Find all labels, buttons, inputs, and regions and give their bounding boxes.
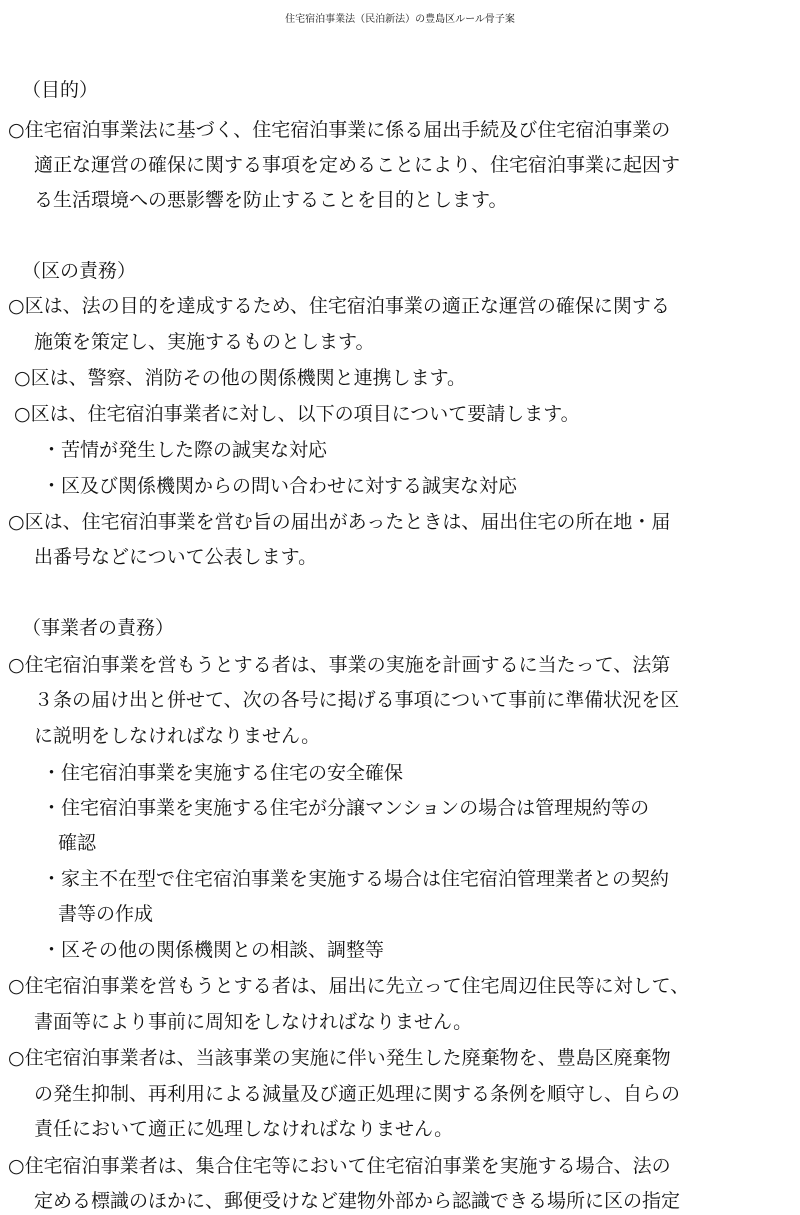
bullet-item-continuation: 書等の作成: [58, 903, 154, 925]
paragraph-line: 書面等により事前に周知をしなければなりません。: [34, 1011, 473, 1033]
paragraph-line: ○住宅宿泊事業を営もうとする者は、事業の実施を計画するに当たって、法第: [8, 654, 671, 676]
paragraph-line: 責任において適正に処理しなければなりません。: [34, 1118, 454, 1140]
paragraph-line: ○住宅宿泊事業者は、当該事業の実施に伴い発生した廃棄物を、豊島区廃棄物: [8, 1047, 671, 1069]
paragraph-line: ○住宅宿泊事業法に基づく、住宅宿泊事業に係る届出手続及び住宅宿泊事業の: [8, 119, 671, 141]
paragraph-line: ○住宅宿泊事業を営もうとする者は、届出に先立って住宅周辺住民等に対して、: [8, 975, 690, 997]
paragraph-line: 定める標識のほかに、郵便受けなど建物外部から認識できる場所に区の指定: [34, 1190, 681, 1212]
paragraph-line: ○区は、住宅宿泊事業を営む旨の届出があったときは、届出住宅の所在地・届: [8, 511, 671, 533]
bullet-item: ・区及び関係機関からの問い合わせに対する誠実な対応: [42, 475, 518, 497]
paragraph-line: に説明をしなければなりません。: [34, 725, 321, 747]
paragraph-line: ○区は、法の目的を達成するため、住宅宿泊事業の適正な運営の確保に関する: [8, 295, 670, 317]
bullet-item: ・区その他の関係機関との相談、調整等: [42, 939, 385, 961]
paragraph-line: 施策を策定し、実施するものとします。: [34, 331, 375, 353]
paragraph-line: ○区は、警察、消防その他の関係機関と連携します。: [14, 367, 467, 389]
bullet-item: ・苦情が発生した際の誠実な対応: [42, 439, 328, 461]
paragraph-line: ○区は、住宅宿泊事業者に対し、以下の項目について要請します。: [14, 403, 580, 425]
paragraph-line: 出番号などについて公表します。: [34, 546, 318, 568]
bullet-item: ・住宅宿泊事業を実施する住宅が分譲マンションの場合は管理規約等の: [42, 797, 650, 819]
paragraph-line: の発生抑制、再利用による減量及び適正処理に関する条例を順守し、自らの: [34, 1083, 681, 1105]
paragraph-line: る生活環境への悪影響を防止することを目的とします。: [34, 189, 508, 211]
paragraph-line: ○住宅宿泊事業者は、集合住宅等において住宅宿泊事業を実施する場合、法の: [8, 1155, 671, 1177]
bullet-item-continuation: 確認: [58, 832, 97, 854]
bullet-item: ・家主不在型で住宅宿泊事業を実施する場合は住宅宿泊管理業者との契約: [42, 868, 670, 890]
document-title: 住宅宿泊事業法（民泊新法）の豊島区ルール骨子案: [285, 14, 515, 25]
paragraph-line: 適正な運営の確保に関する事項を定めることにより、住宅宿泊事業に起因す: [34, 154, 681, 176]
paragraph-line: ３条の届け出と併せて、次の各号に掲げる事項について事前に準備状況を区: [34, 689, 680, 711]
section-heading-ward-duties: （区の責務）: [22, 260, 137, 282]
bullet-item: ・住宅宿泊事業を実施する住宅の安全確保: [42, 762, 404, 784]
section-heading-purpose: （目的）: [22, 79, 99, 101]
section-heading-operator-duties: （事業者の責務）: [22, 617, 175, 639]
